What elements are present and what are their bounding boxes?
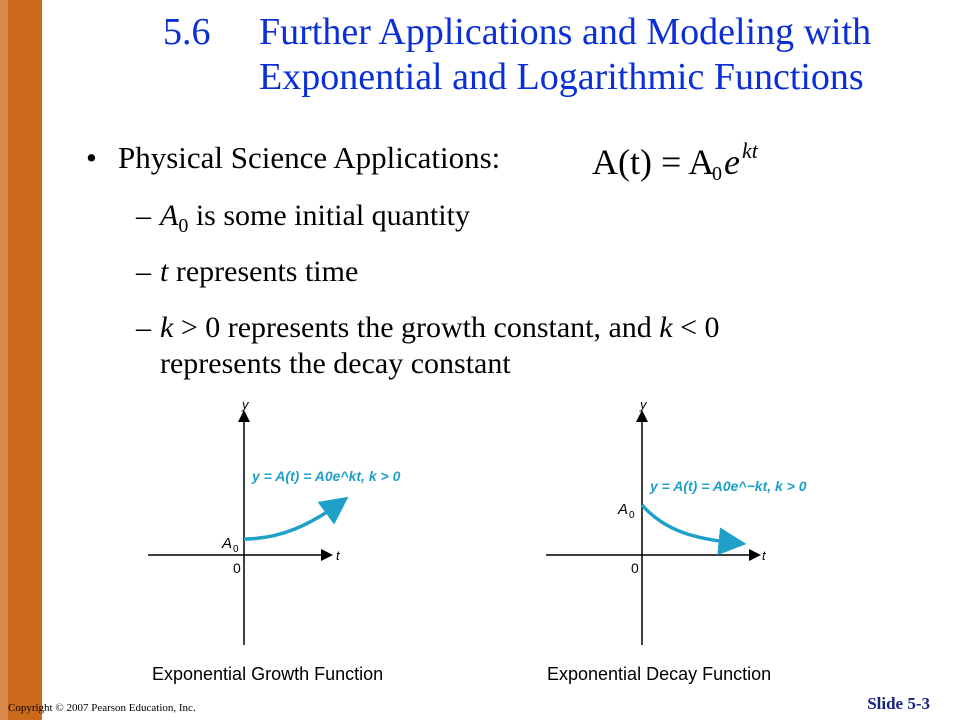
formula (590, 136, 790, 195)
origin-label: 0 (631, 560, 639, 576)
intercept-subscript: 0 (629, 510, 635, 521)
growth-equation: y = A(t) = A0e^kt, k > 0 (252, 468, 401, 484)
k-symbol-1: k (160, 311, 174, 344)
k-text-1: > 0 represents the growth constant, and (173, 311, 660, 344)
intercept-subscript: 0 (233, 544, 239, 555)
a0-text: is some initial quantity (188, 199, 470, 232)
title-line-2: Exponential and Logarithmic Functions (259, 56, 864, 98)
k-symbol-2: k (659, 311, 673, 344)
bullet-dot: • (86, 140, 97, 175)
slide-title (163, 10, 871, 100)
sidebar-highlight (0, 0, 8, 720)
bullet-physical-science (86, 140, 500, 176)
x-label: t (336, 548, 340, 563)
k-text-2: < 0 (672, 311, 720, 344)
y-label: y (640, 397, 647, 412)
origin-label: 0 (233, 560, 241, 576)
footer-copyright: Copyright © 2007 Pearson Education, Inc. (8, 702, 196, 714)
growth-caption: Exponential Growth Function (152, 664, 384, 684)
a0-symbol: A (160, 199, 179, 232)
intercept-label: A (618, 501, 629, 518)
footer-slide-number: Slide 5-3 (867, 694, 930, 713)
svg-text:e: e (724, 142, 740, 182)
decay-curve (642, 505, 736, 543)
x-label: t (762, 548, 766, 563)
y-label: y (242, 397, 249, 412)
svg-text:A(t) = A: A(t) = A (592, 142, 715, 182)
decay-caption: Exponential Decay Function (547, 664, 772, 684)
growth-graph (140, 395, 470, 655)
svg-text:kt: kt (742, 138, 758, 163)
sub-item-k: – k > 0 represents the growth constant, and k < 0 represents the decay constant (136, 311, 720, 380)
a0-subscript: 0 (178, 215, 189, 237)
bullet-text: Physical Science Applications: (118, 140, 501, 175)
svg-text:0: 0 (712, 163, 722, 185)
sub-item-a0: – $A_0$ is some initial quantity (136, 199, 470, 237)
t-symbol: t (160, 255, 169, 288)
intercept-label: A (222, 535, 233, 552)
decay-equation: y = A(t) = A0e^−kt, k > 0 (650, 478, 807, 494)
formula-svg (590, 136, 790, 186)
growth-curve (244, 503, 340, 539)
title-number: 5.6 (163, 11, 211, 53)
k-line-2: represents the decay constant (160, 347, 511, 380)
sub-item-t: – t represents time (136, 255, 359, 288)
decay-graph (540, 395, 870, 655)
t-text: represents time (168, 255, 359, 288)
title-line-1: Further Applications and Modeling with (259, 11, 872, 53)
